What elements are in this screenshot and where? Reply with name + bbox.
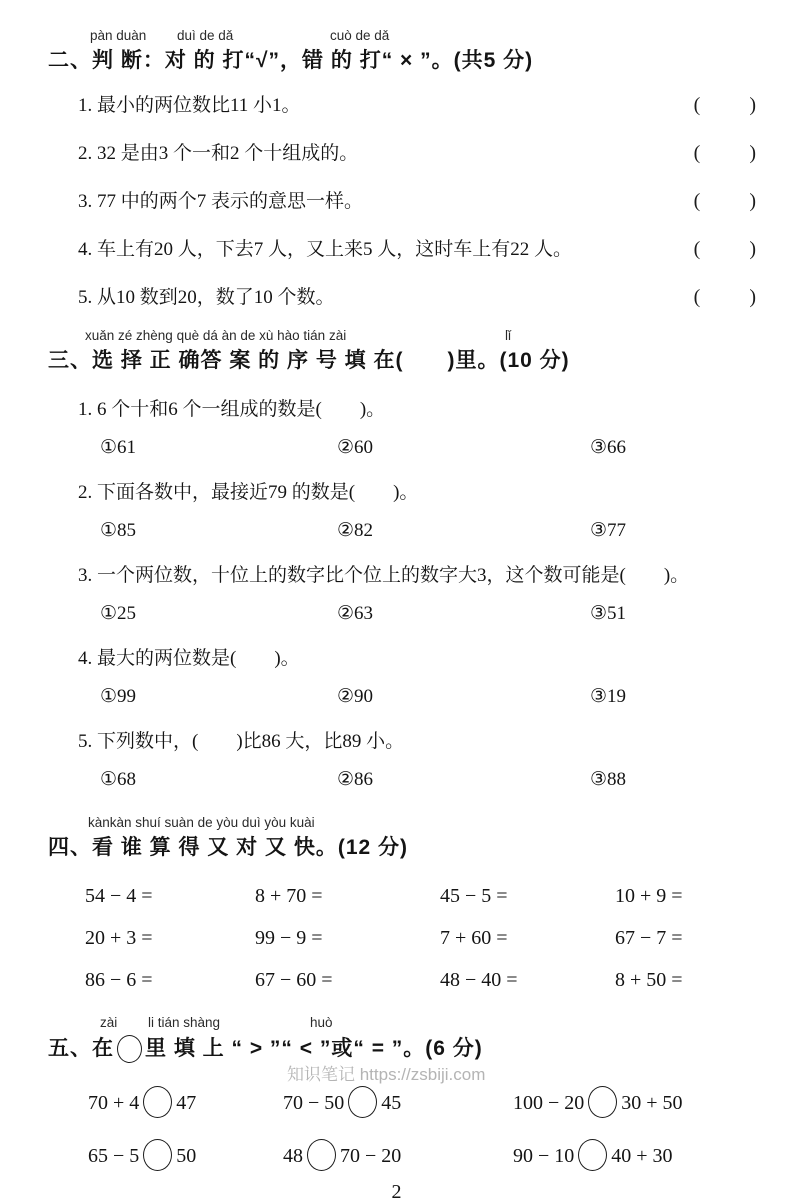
tf-list [0, 88, 793, 309]
mc-options-row [0, 769, 793, 791]
pinyin-row [0, 28, 793, 46]
comparison-left: 70 − 50 [283, 1092, 345, 1114]
mc-option: ③77 [590, 520, 627, 541]
comparison-row [0, 1139, 793, 1171]
mc-option: ③19 [590, 686, 627, 707]
comparison-left: 70 + 4 [88, 1092, 140, 1114]
mc-options-row [0, 686, 793, 708]
comparison-left: 48 [283, 1145, 303, 1167]
comparison-item [283, 1139, 513, 1171]
answer-circle [578, 1139, 607, 1171]
tf-item [0, 136, 793, 165]
pinyin-annotation: pàn duàn [90, 28, 147, 43]
mc-option: ③88 [590, 769, 627, 790]
answer-circle [143, 1086, 172, 1118]
pinyin-annotation: lǐ [505, 328, 511, 343]
pinyin-row [0, 815, 793, 833]
math-expression: 67 − 60 = [255, 969, 333, 991]
mc-options-row [0, 437, 793, 459]
pinyin-annotation: huò [310, 1015, 333, 1030]
math-expression: 8 + 50 = [615, 969, 683, 991]
mc-options-row [0, 520, 793, 542]
mc-option: ①61 [100, 437, 137, 458]
answer-brackets: ( ) [693, 142, 759, 164]
page-number: 2 [391, 1181, 402, 1203]
section-title: 四、看 谁 算 得 又 对 又 快。(12 分) [48, 836, 409, 859]
mc-question-text: 1. 6 个十和6 个一组成的数是( )。 [78, 399, 386, 420]
mc-option: ①68 [100, 769, 137, 790]
mc-option: ②60 [337, 437, 374, 458]
mc-option: ②90 [337, 686, 374, 707]
math-expression: 67 − 7 = [615, 927, 683, 949]
tf-item-text: 4. 车上有20 人，下去7 人，又上来5 人，这时车上有22 人。 [78, 239, 573, 260]
answer-brackets: ( ) [693, 238, 759, 260]
pinyin-annotation: duì de dǎ [177, 28, 234, 43]
comparison-row [0, 1086, 793, 1118]
mc-option: ②82 [337, 520, 374, 541]
pinyin-row [0, 328, 793, 346]
comparison-left: 65 − 5 [88, 1145, 140, 1167]
pinyin-annotation: kànkàn shuí suàn de yòu duì yòu kuài [88, 815, 315, 830]
tf-item-text: 5. 从10 数到20，数了10 个数。 [78, 287, 335, 308]
comparison-right: 50 [176, 1145, 197, 1167]
comparison-right: 47 [176, 1092, 197, 1114]
comparison-right: 70 − 20 [340, 1145, 402, 1167]
math-expression: 48 − 40 = [440, 969, 518, 991]
answer-circle [348, 1086, 377, 1118]
tf-item-text: 2. 32 是由3 个一和2 个十组成的。 [78, 143, 359, 164]
math-expression: 99 − 9 = [255, 927, 323, 949]
answer-circle [143, 1139, 172, 1171]
pinyin-row [0, 1015, 793, 1033]
mc-question-text: 4. 最大的两位数是( )。 [78, 648, 300, 669]
comparison-item [88, 1139, 283, 1171]
section-title: 三、选 择 正 确答 案 的 序 号 填 在( )里。(10 分) [48, 349, 570, 372]
section-comparison [0, 1015, 793, 1171]
mc-option: ①25 [100, 603, 137, 624]
answer-circle [307, 1139, 336, 1171]
mc-question-text: 2. 下面各数中，最接近79 的数是( )。 [78, 482, 419, 503]
math-expression: 86 − 6 = [85, 969, 153, 991]
section-title-prefix: 五、在 [48, 1037, 114, 1060]
answer-circle [117, 1035, 142, 1063]
math-expression: 7 + 60 = [440, 927, 508, 949]
comparison-right: 30 + 50 [621, 1092, 683, 1114]
tf-item-text: 3. 77 中的两个7 表示的意思一样。 [78, 191, 364, 212]
answer-circle [588, 1086, 617, 1118]
tf-item [0, 88, 793, 117]
answer-brackets: ( ) [693, 94, 759, 116]
mc-option: ③51 [590, 603, 627, 624]
comparison-item [513, 1086, 793, 1118]
tf-item [0, 232, 793, 261]
tf-item [0, 280, 793, 309]
comparison-item [513, 1139, 793, 1171]
pinyin-annotation: xuǎn zé zhèng què dá àn de xù hào tián zài [85, 328, 347, 343]
mc-option: ③66 [590, 437, 627, 458]
mc-option: ②63 [337, 603, 374, 624]
pinyin-annotation: li tián shàng [148, 1015, 221, 1030]
mc-option: ①99 [100, 686, 137, 707]
comparison-right: 45 [381, 1092, 402, 1114]
math-expression: 20 + 3 = [85, 927, 153, 949]
section-title: 二、判 断：对 的 打“√”，错 的 打“ × ”。(共5 分) [48, 49, 534, 72]
mc-option: ①85 [100, 520, 137, 541]
comparison-left: 100 − 20 [513, 1092, 585, 1114]
pinyin-annotation: zài [100, 1015, 118, 1030]
math-expression: 10 + 9 = [615, 885, 683, 907]
comparison-item [283, 1086, 513, 1118]
comparison-item [88, 1086, 283, 1118]
tf-item-text: 1. 最小的两位数比11 小1。 [78, 95, 301, 116]
section-title-suffix: 里 填 上 “ > ”“ < ”或“ = ”。(6 分) [145, 1037, 483, 1060]
math-expression: 54 − 4 = [85, 885, 153, 907]
answer-brackets: ( ) [693, 286, 759, 308]
calculation-grid [0, 885, 793, 991]
section-title [48, 1033, 793, 1065]
mc-options-row [0, 603, 793, 625]
section-multiple-choice [0, 328, 793, 791]
section-calculation [0, 815, 793, 991]
math-expression: 8 + 70 = [255, 885, 323, 907]
answer-brackets: ( ) [693, 190, 759, 212]
tf-item [0, 184, 793, 213]
section-true-false [0, 28, 793, 309]
mc-question-text: 3. 一个两位数，十位上的数字比个位上的数字大3，这个数可能是( )。 [78, 565, 690, 586]
mc-question-text: 5. 下列数中，( )比86 大，比89 小。 [78, 731, 405, 752]
comparison-left: 90 − 10 [513, 1145, 575, 1167]
math-expression: 45 − 5 = [440, 885, 508, 907]
watermark: 知识笔记 https://zsbiji.com [287, 1065, 486, 1084]
comparison-right: 40 + 30 [611, 1145, 673, 1167]
mc-option: ②86 [337, 769, 374, 790]
pinyin-annotation: cuò de dǎ [330, 28, 390, 43]
